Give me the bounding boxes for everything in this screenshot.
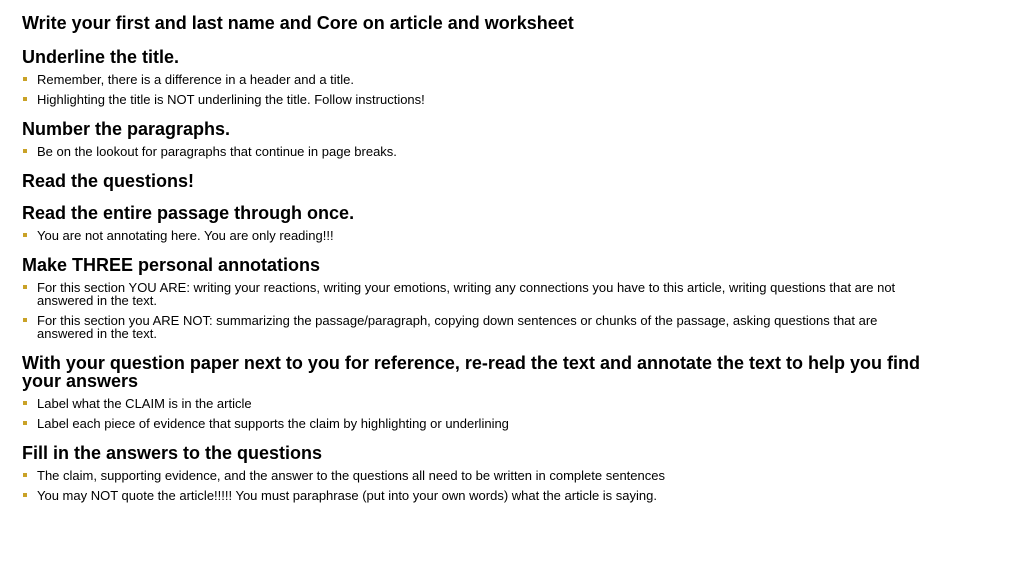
list-item	[22, 417, 922, 430]
bullet-text: You are not annotating here. You are only reading!!!	[37, 228, 334, 243]
list-item	[22, 73, 922, 86]
section-heading: Write your first and last name and Core on article and worksheet	[22, 13, 574, 33]
bullet-text: Label what the CLAIM is in the article	[37, 396, 252, 411]
section-underline-title	[22, 48, 922, 106]
list-item	[22, 489, 922, 502]
bullet-list	[22, 469, 922, 502]
section-heading: Underline the title.	[22, 47, 180, 67]
section-personal-annotations	[22, 256, 922, 340]
bullet-list	[22, 397, 922, 430]
bullet-text: Remember, there is a difference in a header and a title.	[37, 72, 355, 87]
square-bullet-icon	[23, 233, 27, 237]
section-heading: Read the entire passage through once.	[22, 203, 355, 223]
list-item	[22, 397, 922, 410]
bullet-list	[22, 281, 922, 340]
bullet-text: You may NOT quote the article!!!!! You must paraphrase (put into your own words) what the article is saying.	[37, 488, 657, 503]
section-number-paragraphs	[22, 120, 922, 158]
section-name-and-core	[22, 14, 922, 32]
section-reread-annotate	[22, 354, 922, 430]
bullet-text: For this section YOU ARE: writing your reactions, writing your emotions, writing any connections you have to this article, writing questions that are not answered in the text.	[37, 280, 896, 308]
bullet-text: For this section you ARE NOT: summarizing the passage/paragraph, copying down sentences or chunks of the passage, asking questions that are answered in the text.	[37, 313, 878, 341]
square-bullet-icon	[23, 473, 27, 477]
square-bullet-icon	[23, 77, 27, 81]
bullet-text: Be on the lookout for paragraphs that continue in page breaks.	[37, 144, 397, 159]
bullet-list	[22, 145, 922, 158]
section-heading: Read the questions!	[22, 171, 195, 191]
bullet-list	[22, 73, 922, 106]
section-heading: Fill in the answers to the questions	[22, 443, 323, 463]
list-item	[22, 145, 922, 158]
section-fill-answers	[22, 444, 922, 502]
section-read-passage	[22, 204, 922, 242]
bullet-text: Highlighting the title is NOT underlining the title. Follow instructions!	[37, 92, 425, 107]
list-item	[22, 229, 922, 242]
square-bullet-icon	[23, 421, 27, 425]
bullet-text: The claim, supporting evidence, and the answer to the questions all need to be written in complete sentences	[37, 468, 665, 483]
list-item	[22, 93, 922, 106]
section-heading: Number the paragraphs.	[22, 119, 231, 139]
square-bullet-icon	[23, 401, 27, 405]
bullet-text: Label each piece of evidence that supports the claim by highlighting or underlining	[37, 416, 509, 431]
square-bullet-icon	[23, 318, 27, 322]
list-item	[22, 314, 922, 340]
square-bullet-icon	[23, 285, 27, 289]
bullet-list	[22, 229, 922, 242]
section-heading: With your question paper next to you for reference, re-read the text and annotate the text to help you find your answers	[22, 353, 920, 391]
list-item	[22, 469, 922, 482]
section-read-questions	[22, 172, 922, 190]
square-bullet-icon	[23, 97, 27, 101]
square-bullet-icon	[23, 149, 27, 153]
section-heading: Make THREE personal annotations	[22, 255, 321, 275]
square-bullet-icon	[23, 493, 27, 497]
list-item	[22, 281, 922, 307]
slide-content	[22, 14, 922, 502]
